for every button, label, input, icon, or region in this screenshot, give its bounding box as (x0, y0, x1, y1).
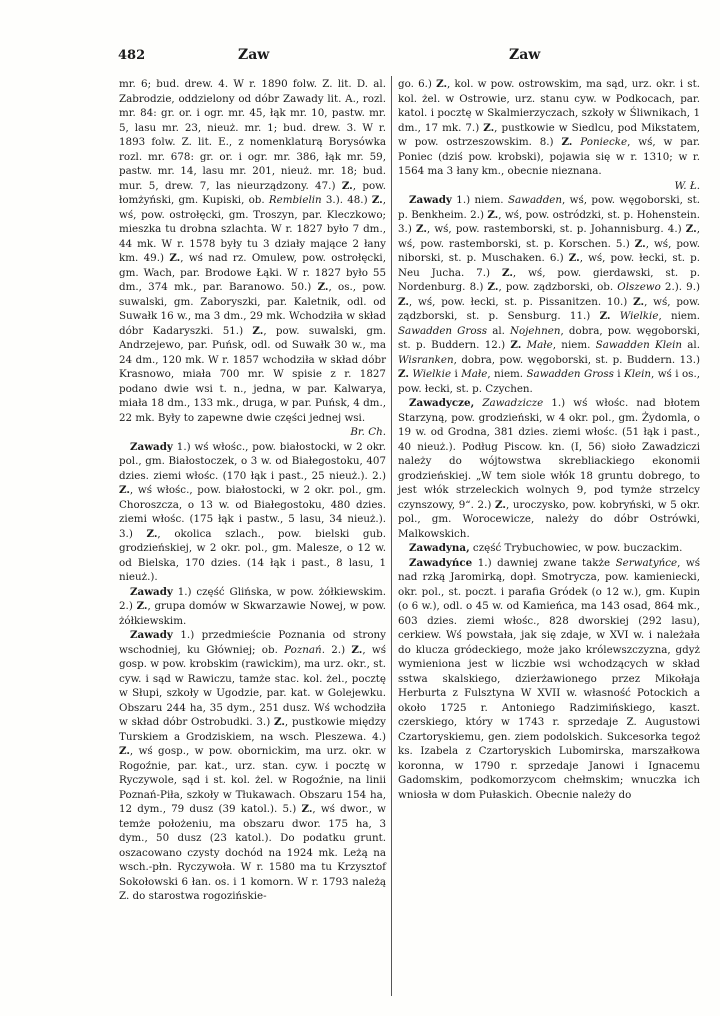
entry-headword: Z. (685, 223, 697, 235)
entry-headword: Z. (301, 803, 313, 815)
entry-headword: Z. (634, 237, 646, 250)
entry-text: 1.) niem. (451, 194, 508, 206)
entry-text: , niem. (487, 368, 527, 380)
entry-text: , kol. w pow. ostrowskim, ma sąd, urz. okr. i st. kol. żel. w Ostrowie, urz. stanu cyw. w Podkocach, par. katol. i pocztę w Skalmierzyczach, szkoły w Śliwnikach, 1 dm., 17 mk. 7.) (398, 78, 700, 134)
entry-text: 1.) przedmieście Poznania od strony wschodniej, ku Główniej; ob. (119, 629, 386, 656)
entry-headword: Z. (495, 498, 506, 511)
entry-text: , wś nad rzką Jaromirką, dopł. Smotrycza, pow. kamieniecki, okr. pol., st. poczt. i parafia Gródek (o 12 w.), gm. Kupin (o 6 w.), odl. o 45 w. od Kamieńca, ma 143 osad, 864 mk., 603 dzies. ziemi włośc., 828 dworskiej (292 lasu), cerkiew. Wś powstała, jak się zdaje, w XVI w. i należała do klucza gródeckiego, może jako królewszczyzna, gdyż wymieniona jest w liczbie wsi wchodzących w skład sstwa skalskiego, dzierżawionego przez Mikołaja Herburta z Fulsztyna W XVII w. własność Potockich a około 1725 r. Antoniego Radzimińskiego, kaszt. czerskiego, który w 1743 r. sprzedaje Z. Augustowi Czartoryskiemu, gen. ziem podolskich. Sukcesorka tegoż ks. Izabela z Czartoryskich Lubomirska, marszałkowa koronna, w 1790 r. sprzedaje Janowi i Ignacemu Gadomskim, podkomorzycom chełmskim; wnuczka ich wniosła w dom Pułaskich. Obecnie należy do (398, 556, 700, 801)
entry-headword: Z. (510, 339, 522, 351)
entry-text: , grupa domów w Skwarzawie Nowej, w pow. żółkiewskim. (119, 600, 386, 627)
entry-headword: Z. (561, 136, 573, 148)
entry-text: 1.) wś włośc., pow. białostocki, w 2 okr. pol., gm. Białostoczek, o 3 w. od Białegostoku, 407 dzies. ziemi włośc. (170 łąk i past., 25 nieuż.). 2.) (119, 440, 386, 482)
entry-headword: Z. (501, 266, 513, 279)
entry-text: , wś, pow. ostródzki, st. p. Hohenstein. 3.) (398, 208, 700, 235)
dictionary-entry (119, 440, 386, 585)
entry-text: , wś włośc., pow. białostocki, w 2 okr. pol., gm. Choroszcza, o 13 w. od Białegostoku, 480 dzies. ziemi włośc. (175 łąk i pastw., 5 lasu, 34 nieuż.). 3.) (119, 484, 386, 540)
entry-headword: Zawady (130, 629, 173, 641)
entry-headword: Z. (136, 600, 148, 612)
entry-text: Br. Ch. (350, 426, 386, 438)
entry-text: , wś, pow. łecki, st. p. Neu Jucha. 7.) (398, 252, 701, 279)
entry-headword: Zawady (130, 585, 173, 598)
entry-text: . 2.) (321, 643, 352, 656)
author-signature (398, 179, 700, 194)
entry-text: , dobra, pow. węgoborski, st. p. Buddern. 12.) (398, 324, 700, 351)
entry-headword: Z. (415, 223, 427, 235)
column-divider (391, 76, 392, 996)
entry-text: , pustkowie między Turskiem a Grodziskiem, na wsch. Pleszewa. 4.) (119, 716, 386, 743)
dictionary-entry (119, 77, 386, 425)
entry-text: , wś, pow. niborski, st. p. Muschaken. 6.) (398, 237, 700, 264)
entry-headword: Z. (398, 368, 409, 380)
italic-term: Sawadden Klein (595, 339, 682, 351)
italic-term: Małe (461, 368, 488, 380)
italic-term: Zawadzicze (482, 397, 544, 409)
italic-term: Sawadden (507, 194, 563, 206)
entry-text: , wś i os., pow. łecki, st. p. Czychen. (398, 368, 700, 395)
entry-text: , wś, pow. rastemborski, st. p. Korschen. 5.) (398, 223, 700, 250)
entry-text: , wś, pow. ządzborski, st. p. Sensburg. 11.) (398, 295, 700, 322)
entry-headword: Z. (568, 252, 580, 264)
entry-text: , wś gosp. w pow. krobskim (rawickim), ma urz. okr., st. cyw. i sąd w Rawiczu, tamże stac. kol. żel., pocztę w Słupi, szkoły w Ugodzie, par. kat. w Golejewku. Obszaru 244 ha, 35 dym., 251 dusz. Wś wchodziła w skład dóbr Ostrobudki. 3.) (119, 643, 386, 728)
dictionary-entry (398, 396, 700, 541)
running-head-left: Zaw (238, 47, 270, 63)
entry-text: 1.) wś włośc. nad błotem Starzyną, pow. grodzieński, w 4 okr. pol., gm. Żydomla, o 19 w. od Grodna, 381 dzies. ziemi włośc. (51 łąk i past., 40 nieuż.). Podług Piscow. kn. (I, 56) sioło Zawadziczi należy do wójtowstwa skrebliackiego ekonomii grodzieńskiej. „W tem siole włók 18 gruntu dobrego, to jest włók strzeleckich wolnych 9, pod tymże strzelcy czynszowy, 9“. 2.) (398, 397, 701, 511)
left-column (119, 77, 386, 904)
entry-text: i (613, 368, 625, 380)
italic-term: Klein (624, 368, 652, 380)
italic-term: Wielkie (619, 310, 659, 322)
entry-text: , wś gosp., w pow. obornickim, ma urz. okr. w Rogoźnie, par. kat., urz. stan. cyw. i pocztę w Ryczywole, sąd i st. kol. żel. w Rogoźnie, na linii Poznań-Piła, szkoły w Tłukawach. Obszaru 154 ha, 12 dym., 79 dusz (39 katol.). 5.) (119, 745, 386, 815)
italic-term: Małe (526, 339, 553, 351)
entry-text: , wś, pow. ostrołęcki, gm. Troszyn, par. Kleczkowo; mieszka tu drobna szlachta. W r. 1827 było 7 dm., 44 mk. W r. 1578 były tu 3 działy mające 2 łany km. 49.) (119, 194, 387, 264)
entry-headword: Z. (119, 745, 130, 757)
running-head-right: Zaw (509, 47, 541, 63)
entry-headword: Zawadycze, (409, 397, 475, 409)
dictionary-entry (398, 541, 700, 556)
entry-text: , wś dwor., w temże położeniu, ma obszaru dwor. 175 ha, 3 dym., 50 dusz (23 katol.). Do podatku grunt. oszacowano czysty dochód na 1924 mk. Leżą na wsch.-płn. Ryczywoła. W r. 1580 ma tu Krzysztof Sokołowski 6 łan. os. i 1 komorn. W r. 1793 należą Z. do starostwa rogozińskie- (119, 803, 386, 902)
entry-text: 2.). 9.) (660, 281, 700, 293)
entry-text: 3.). 48.) (321, 194, 372, 206)
entry-text: , wś nad rz. Omulew, pow. ostrołęcki, gm. Wach, par. Brodowe Łąki. W r. 1827 było 55 dm., 374 mk., par. Baranowo. 50.) (119, 252, 386, 293)
entry-headword: Z. (274, 716, 285, 728)
italic-term: Rembielin (268, 194, 322, 206)
entry-headword: Z. (487, 281, 499, 293)
dictionary-entry (119, 628, 386, 904)
italic-term: Serwatyńce (615, 556, 678, 569)
entry-text: , wś, pow. gierdawski, st. p. Nordenburg. 8.) (398, 266, 701, 293)
entry-text: , pow. łomżyński, gm. Kupiski, ob. (119, 179, 387, 206)
italic-term: Olszewo (617, 281, 661, 293)
entry-headword: Z. (317, 281, 329, 293)
entry-headword: Z. (341, 179, 353, 192)
entry-text: , wś, pow. łecki, st. p. Pissanitzen. 10.) (408, 295, 634, 308)
entry-headword: Z. (487, 208, 499, 221)
entry-text: , os., pow. suwalski, gm. Zaboryszki, par. Kaletnik, odl. od Suwałk 16 w., ma 3 dm., 29 mk. Wchodziła w skład dóbr Kadaryszki. 51.) (119, 281, 386, 337)
entry-text: al. (487, 324, 511, 337)
italic-term: Nojehnen (510, 324, 561, 337)
entry-headword: Z. (371, 194, 383, 206)
entry-headword: Z. (146, 527, 158, 540)
italic-term: Sawadden Gross (526, 368, 614, 380)
entry-text: , uroczysko, pow. kobryński, w 5 okr. pol., gm. Worocewicze, należy do dóbr Ostrówki, Malkowskich. (398, 498, 701, 540)
entry-headword: Z. (398, 295, 409, 308)
dictionary-entry (398, 556, 700, 803)
entry-headword: Z. (436, 78, 448, 90)
page-header (0, 44, 720, 70)
italic-term: Poznań (284, 643, 322, 656)
entry-text: 1.) dawniej zwane także (472, 556, 616, 569)
italic-term: Wisranken (398, 353, 454, 366)
entry-headword: Z. (483, 121, 495, 134)
entry-text: , pustkowie w Siedlcu, pod Mikstatem, w pow. ostrzeszowskim. 8.) (398, 121, 700, 148)
author-signature (119, 425, 386, 440)
entry-headword: Z. (252, 324, 264, 337)
italic-term: Poniecke (580, 136, 628, 148)
page-number: 482 (118, 48, 146, 63)
entry-headword: Z. (351, 643, 363, 656)
entry-text: 1.) część Glińska, w pow. żółkiewskim. 2.) (119, 585, 386, 612)
entry-text: W. Ł. (674, 179, 700, 192)
entry-text: , okolica szlach., pow. bielski gub. grodzieńskiej, w 2 okr. pol., gm. Malesze, o 12 w. od Bielska, 170 dzies. (14 łąk i past., 8 lasu, 1 nieuż.). (119, 527, 386, 583)
dictionary-entry (398, 193, 700, 396)
entry-headword: Zawadyna, (409, 542, 470, 554)
entry-headword: Zawadyńce (409, 556, 473, 569)
entry-text: i (451, 368, 462, 380)
entry-text: , wś, pow. rastemborski, st. p. Johannisburg. 4.) (426, 223, 686, 235)
dictionary-entry (398, 77, 700, 179)
entry-text: , dobra, pow. węgoborski, st. p. Buddern. 13.) (453, 353, 700, 366)
entry-text: , niem. (552, 339, 596, 351)
entry-text: al. (682, 339, 700, 351)
entry-text: , niem. (658, 310, 700, 322)
entry-headword: Z. (599, 310, 611, 322)
entry-headword: Zawady (409, 194, 452, 206)
entry-text: , pow. ządzborski, ob. (498, 281, 618, 293)
right-column (398, 77, 700, 802)
entry-text (610, 310, 619, 322)
entry-headword: Z. (633, 295, 645, 308)
entry-headword: Z. (169, 252, 181, 264)
italic-term: Wielkie (412, 368, 452, 380)
entry-text: mr. 6; bud. drew. 4. W r. 1890 folw. Z. lit. D. al. Zabrodzie, oddzielony od dóbr Zawady lit. A., rozl. mr. 84: gr. or. i ogr. mr. 45, łąk mr. 10, pastw. mr. 5, lasu mr. 23, nieuż. mr. 1; bud. drew. 3. W r. 1893 folw. Z. lit. E., z nomenklaturą Borysówka rozl. mr. 678: gr. or. i ogr. mr. 386, łąk mr. 59, pastw. mr. 14, lasu mr. 201, nieuż. mr. 18; bud. mur. 5, drew. 7, las nieurządzony. 47.) (119, 78, 386, 192)
entry-headword: Zawady (130, 440, 173, 453)
italic-term: Sawadden Gross (398, 324, 488, 337)
entry-text: część Trybuchowiec, w pow. buczackim. (469, 542, 683, 554)
entry-text: , wś, w par. Poniec (dziś pow. krobski), pojawia się w r. 1310; w r. 1564 ma 3 łany km., obecnie nieznana. (398, 136, 701, 177)
entry-headword: Z. (119, 484, 130, 496)
entry-text: go. 6.) (398, 78, 437, 90)
dictionary-entry (119, 585, 386, 629)
entry-text: , wś, pow. węgoborski, st. p. Benkheim. 2.) (398, 194, 701, 221)
entry-text: , pow. suwalski, gm. Andrzejewo, par. Puńsk, odl. od Suwałk 30 w., ma 24 dm., 120 mk. W r. 1857 wchodziła w skład dóbr Krasnowo, miała 700 mr. W spisie z r. 1827 podano dwie wsi t. n., jedna, w par. Kalwarya, miała 18 dm., 133 mk., druga, w par. Puńsk, 4 dm., 22 mk. Były to zapewne dwie części jednej wsi. (119, 324, 386, 424)
